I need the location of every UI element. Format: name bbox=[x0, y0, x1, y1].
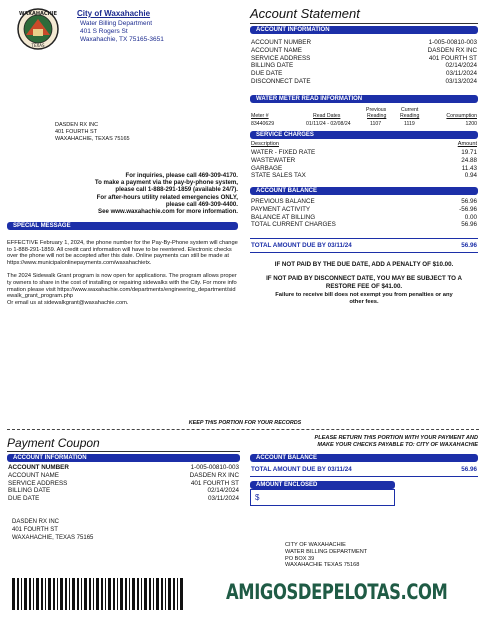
watermark: AMIGOSDEPELOTAS.COM bbox=[226, 580, 448, 604]
coupon-title: Payment Coupon bbox=[7, 436, 100, 450]
amount-enclosed-bar: AMOUNT ENCLOSED bbox=[250, 481, 395, 489]
barcode-bar bbox=[48, 578, 51, 610]
return-notice-2: MAKE YOUR CHECKS PAYABLE TO: CITY OF WAXAHACHIE bbox=[317, 442, 478, 448]
charge-row bbox=[251, 165, 477, 173]
charge-row bbox=[251, 149, 477, 157]
account-info-label: ACCOUNT NUMBER bbox=[251, 39, 312, 46]
inquiries-line-2: To make a payment via the pay-by-phone system, bbox=[94, 179, 238, 187]
barcode-bar bbox=[129, 578, 130, 610]
title-rule bbox=[250, 23, 478, 24]
barcode-bar bbox=[132, 578, 135, 610]
total-due-label: TOTAL AMOUNT DUE BY 03/11/24 bbox=[251, 242, 352, 249]
barcode-bar bbox=[117, 578, 118, 610]
barcode-bar bbox=[36, 578, 39, 610]
account-info-row bbox=[251, 62, 477, 70]
barcode-bar bbox=[93, 578, 94, 610]
coupon-total-value: 56.96 bbox=[461, 466, 477, 473]
balance-row bbox=[251, 198, 477, 206]
coupon-account-value: 1-005-00810-003 bbox=[190, 464, 239, 471]
coupon-account-value: 401 FOURTH ST bbox=[190, 479, 239, 487]
charges-header-desc: Description bbox=[251, 141, 279, 147]
coupon-total-row bbox=[251, 466, 477, 474]
meter-header-consumption: Consumption bbox=[446, 113, 477, 119]
coupon-account-row bbox=[8, 472, 239, 480]
barcode-bar bbox=[144, 578, 147, 610]
charge-label: STATE SALES TAX bbox=[251, 172, 306, 180]
charge-label: WATER - FIXED RATE bbox=[251, 149, 316, 156]
meter-header-meter: Meter # bbox=[251, 113, 269, 119]
account-info-value: 03/11/2024 bbox=[445, 70, 477, 78]
total-due-row bbox=[251, 242, 477, 250]
barcode-bar bbox=[105, 578, 106, 610]
coupon-account-row bbox=[8, 464, 239, 472]
balance-value: 56.96 bbox=[461, 198, 477, 205]
coupon-account-label: BILLING DATE bbox=[8, 487, 51, 495]
dept-citystate: Waxahachie, TX 75165-3651 bbox=[80, 36, 164, 43]
inquiries-line-6: See www.waxahachie.com for more information. bbox=[98, 208, 238, 216]
balance-value: 0.00 bbox=[464, 213, 477, 221]
meter-info-bar: WATER METER READ INFORMATION bbox=[250, 95, 478, 103]
coupon-account-label: DUE DATE bbox=[8, 495, 40, 503]
special-message-bar: SPECIAL MESSAGE bbox=[7, 222, 238, 230]
account-info-row bbox=[251, 78, 477, 86]
remit-address bbox=[285, 542, 367, 569]
meter-header-prev-top: Previous bbox=[366, 107, 387, 113]
restore-notice-2: RESTORE FEE OF $41.00. bbox=[325, 283, 403, 290]
barcode-bar bbox=[69, 578, 70, 610]
penalty-notice: IF NOT PAID BY THE DUE DATE, ADD A PENALTY OF $10.00. bbox=[274, 261, 454, 268]
barcode-bar bbox=[57, 578, 58, 610]
balance-row bbox=[251, 214, 477, 222]
meter-header-curr-top: Current bbox=[401, 107, 419, 113]
barcode-bar bbox=[41, 578, 43, 610]
barcode-bar bbox=[24, 578, 27, 610]
barcode-bar bbox=[12, 578, 15, 610]
meter-table bbox=[251, 105, 477, 129]
coupon-mailing-street: 401 FOURTH ST bbox=[12, 527, 58, 533]
account-info-label: DUE DATE bbox=[251, 70, 283, 78]
barcode-bar bbox=[153, 578, 154, 610]
account-info-label: ACCOUNT NAME bbox=[251, 46, 302, 54]
meter-curr-reading: 1119 bbox=[404, 121, 415, 127]
balance-value: 56.96 bbox=[461, 221, 477, 229]
barcode-bar bbox=[113, 578, 115, 610]
charge-value: 11.43 bbox=[461, 164, 477, 172]
inquiries-line-5: please call 469-309-4400. bbox=[165, 200, 238, 208]
remit-line-3: PO BOX 39 bbox=[285, 555, 315, 562]
balance-label: BALANCE AT BILLING bbox=[251, 213, 316, 221]
special-message-text bbox=[7, 240, 238, 306]
barcode-bar bbox=[120, 578, 123, 610]
statement-title: Account Statement bbox=[250, 6, 360, 21]
charge-value: 0.94 bbox=[464, 172, 477, 180]
coupon-title-rule bbox=[7, 451, 240, 452]
charges-header-amount: Amount bbox=[457, 141, 477, 147]
remit-line-4: WAXAHACHIE TEXAS 75168 bbox=[285, 562, 360, 569]
account-balance-bar: ACCOUNT BALANCE bbox=[250, 187, 478, 195]
barcode-bar bbox=[108, 578, 111, 610]
failure-notice-1: Failure to receive bill does not exempt you from penalties or any bbox=[275, 292, 453, 298]
account-info-row bbox=[251, 70, 477, 78]
barcode-bar bbox=[161, 578, 163, 610]
account-info-value: 03/13/2024 bbox=[445, 78, 477, 85]
coupon-mailing-citystate: WAXAHACHIE, TEXAS 75165 bbox=[12, 535, 94, 541]
tear-line bbox=[7, 429, 479, 430]
balance-row bbox=[251, 206, 477, 214]
barcode-bar bbox=[17, 578, 19, 610]
barcode-bar bbox=[137, 578, 139, 610]
barcode-bar bbox=[149, 578, 151, 610]
total-due-value: 56.96 bbox=[461, 242, 477, 249]
meter-header-prev-bot: Reading bbox=[367, 113, 387, 119]
charge-row bbox=[251, 157, 477, 165]
balance-label: TOTAL CURRENT CHARGES bbox=[251, 221, 336, 229]
charge-value: 19.71 bbox=[461, 149, 477, 156]
mailing-name: DASDEN RX INC bbox=[55, 122, 99, 128]
coupon-account-value: 02/14/2024 bbox=[207, 487, 239, 495]
keep-portion-notice: KEEP THIS PORTION FOR YOUR RECORDS bbox=[188, 420, 302, 426]
barcode-bar bbox=[141, 578, 142, 610]
coupon-account-label: ACCOUNT NAME bbox=[8, 471, 59, 479]
charge-label: WASTEWATER bbox=[251, 156, 296, 164]
coupon-account-row bbox=[8, 480, 239, 488]
barcode-bar bbox=[45, 578, 46, 610]
coupon-balance-bar: ACCOUNT BALANCE bbox=[250, 454, 478, 462]
account-info-value: 1-005-00810-003 bbox=[428, 39, 477, 46]
barcode-bar bbox=[29, 578, 31, 610]
dept-street: 401 S Rogers St bbox=[80, 28, 128, 35]
inquiries-line-4: For after-hours utility related emergencies ONLY, bbox=[96, 193, 238, 201]
account-info-value: 02/14/2024 bbox=[445, 62, 477, 70]
coupon-mailing-name: DASDEN RX INC bbox=[12, 519, 60, 525]
account-info-label: SERVICE ADDRESS bbox=[251, 54, 311, 62]
barcode-bar bbox=[21, 578, 22, 610]
coupon-account-value: DASDEN RX INC bbox=[189, 471, 239, 479]
balance-label: PAYMENT ACTIVITY bbox=[251, 205, 311, 213]
inquiries-line-1: For inquiries, please call 469-309-4170. bbox=[125, 172, 238, 179]
barcode-bar bbox=[77, 578, 79, 610]
meter-header-dates: Read Dates bbox=[313, 113, 341, 119]
total-rule-bottom bbox=[250, 252, 478, 253]
balance-value: -56.96 bbox=[459, 205, 477, 213]
postal-barcode bbox=[12, 578, 184, 610]
return-notice bbox=[250, 435, 478, 449]
restore-notice-1: IF NOT PAID BY DISCONNECT DATE, YOU MAY BE SUBJECT TO A bbox=[266, 275, 462, 282]
inquiries-block bbox=[40, 172, 238, 215]
inquiries-line-3: please call 1-888-291-1859 (available 24/7). bbox=[115, 186, 238, 194]
failure-notice-2: other fees. bbox=[349, 299, 379, 305]
barcode-bar bbox=[89, 578, 91, 610]
svg-text:TEXAS: TEXAS bbox=[31, 43, 45, 48]
balance-label: PREVIOUS BALANCE bbox=[251, 198, 315, 205]
barcode-bar bbox=[65, 578, 67, 610]
barcode-bar bbox=[168, 578, 171, 610]
account-info-label: DISCONNECT DATE bbox=[251, 78, 311, 85]
mailing-citystate: WAXAHACHIE, TEXAS 75165 bbox=[55, 136, 130, 142]
meter-header-curr-bot: Reading bbox=[400, 113, 420, 119]
meter-number: 83440629 bbox=[251, 121, 275, 127]
barcode-bar bbox=[101, 578, 103, 610]
meter-consumption: 1200 bbox=[465, 121, 477, 127]
meter-prev-reading: 1107 bbox=[370, 121, 382, 127]
dept-name: Water Billing Department bbox=[80, 20, 153, 27]
city-seal-logo bbox=[8, 7, 68, 51]
barcode-bar bbox=[165, 578, 166, 610]
account-info-value: 401 FOURTH ST bbox=[428, 54, 477, 62]
coupon-account-row bbox=[8, 495, 239, 503]
coupon-account-row bbox=[8, 487, 239, 495]
remit-line-2: WATER BILLING DEPARTMENT bbox=[285, 548, 368, 555]
service-charges-bar: SERVICE CHARGES bbox=[250, 131, 478, 139]
coupon-account-value: 03/11/2024 bbox=[207, 495, 239, 503]
barcode-bar bbox=[81, 578, 82, 610]
special-message-p2: The 2024 Sidewalk Grant program is now open for applications. The program allows property owners to share in the cost of installing or repairing sidewalks with the City. For more information please visit https://www.waxahachie.com/departments/engineering_department/sidewalk_grant_program.php bbox=[7, 273, 237, 300]
account-info-row bbox=[251, 39, 477, 47]
barcode-bar bbox=[33, 578, 34, 610]
mailing-street: 401 FOURTH ST bbox=[55, 129, 98, 135]
total-rule bbox=[250, 238, 478, 239]
charges-header bbox=[251, 141, 477, 149]
special-message-p3: Or email us at sidewalkgrant@waxahachie.com. bbox=[7, 299, 129, 306]
charge-value: 24.88 bbox=[461, 156, 477, 164]
coupon-account-info-bar: ACCOUNT INFORMATION bbox=[7, 454, 240, 462]
city-title: City of Waxahachie bbox=[77, 9, 151, 18]
charge-row bbox=[251, 172, 477, 180]
barcode-bar bbox=[125, 578, 127, 610]
barcode-bar bbox=[53, 578, 55, 610]
barcode-bar bbox=[180, 578, 183, 610]
account-info-label: BILLING DATE bbox=[251, 62, 294, 70]
coupon-total-label: TOTAL AMOUNT DUE BY 03/11/24 bbox=[251, 466, 352, 473]
barcode-bar bbox=[72, 578, 75, 610]
account-info-bar: ACCOUNT INFORMATION bbox=[250, 26, 478, 34]
account-info-value: DASDEN RX INC bbox=[427, 46, 477, 54]
coupon-account-label: ACCOUNT NUMBER bbox=[8, 464, 69, 471]
barcode-bar bbox=[96, 578, 99, 610]
coupon-total-rule bbox=[250, 476, 478, 477]
svg-text:WAXAHACHIE: WAXAHACHIE bbox=[18, 11, 58, 17]
remit-line-1: CITY OF WAXAHACHIE bbox=[285, 542, 346, 548]
balance-row bbox=[251, 221, 477, 229]
barcode-bar bbox=[156, 578, 159, 610]
meter-read-dates: 01/11/24 - 02/08/24 bbox=[306, 121, 351, 127]
account-info-row bbox=[251, 55, 477, 63]
charge-label: GARBAGE bbox=[251, 164, 283, 172]
return-notice-1: PLEASE RETURN THIS PORTION WITH YOUR PAYMENT AND bbox=[314, 435, 478, 441]
barcode-bar bbox=[177, 578, 178, 610]
barcode-bar bbox=[84, 578, 87, 610]
special-message-p1: EFFECTIVE February 1, 2024, the phone number for the Pay-By-Phone system will change to 1-888-291-1859. All credit card information will have to be reentered. Electronic checks over the phone will not be accepted after this date. Online payments can still be made at https://www.municipalonlinepayments.com/waxahachietx. bbox=[7, 240, 238, 266]
amount-enclosed-field[interactable] bbox=[250, 489, 395, 506]
amount-enclosed-dollar: $ bbox=[255, 493, 260, 502]
barcode-bar bbox=[60, 578, 63, 610]
barcode-bar bbox=[173, 578, 175, 610]
coupon-account-label: SERVICE ADDRESS bbox=[8, 479, 68, 487]
account-info-row bbox=[251, 47, 477, 55]
